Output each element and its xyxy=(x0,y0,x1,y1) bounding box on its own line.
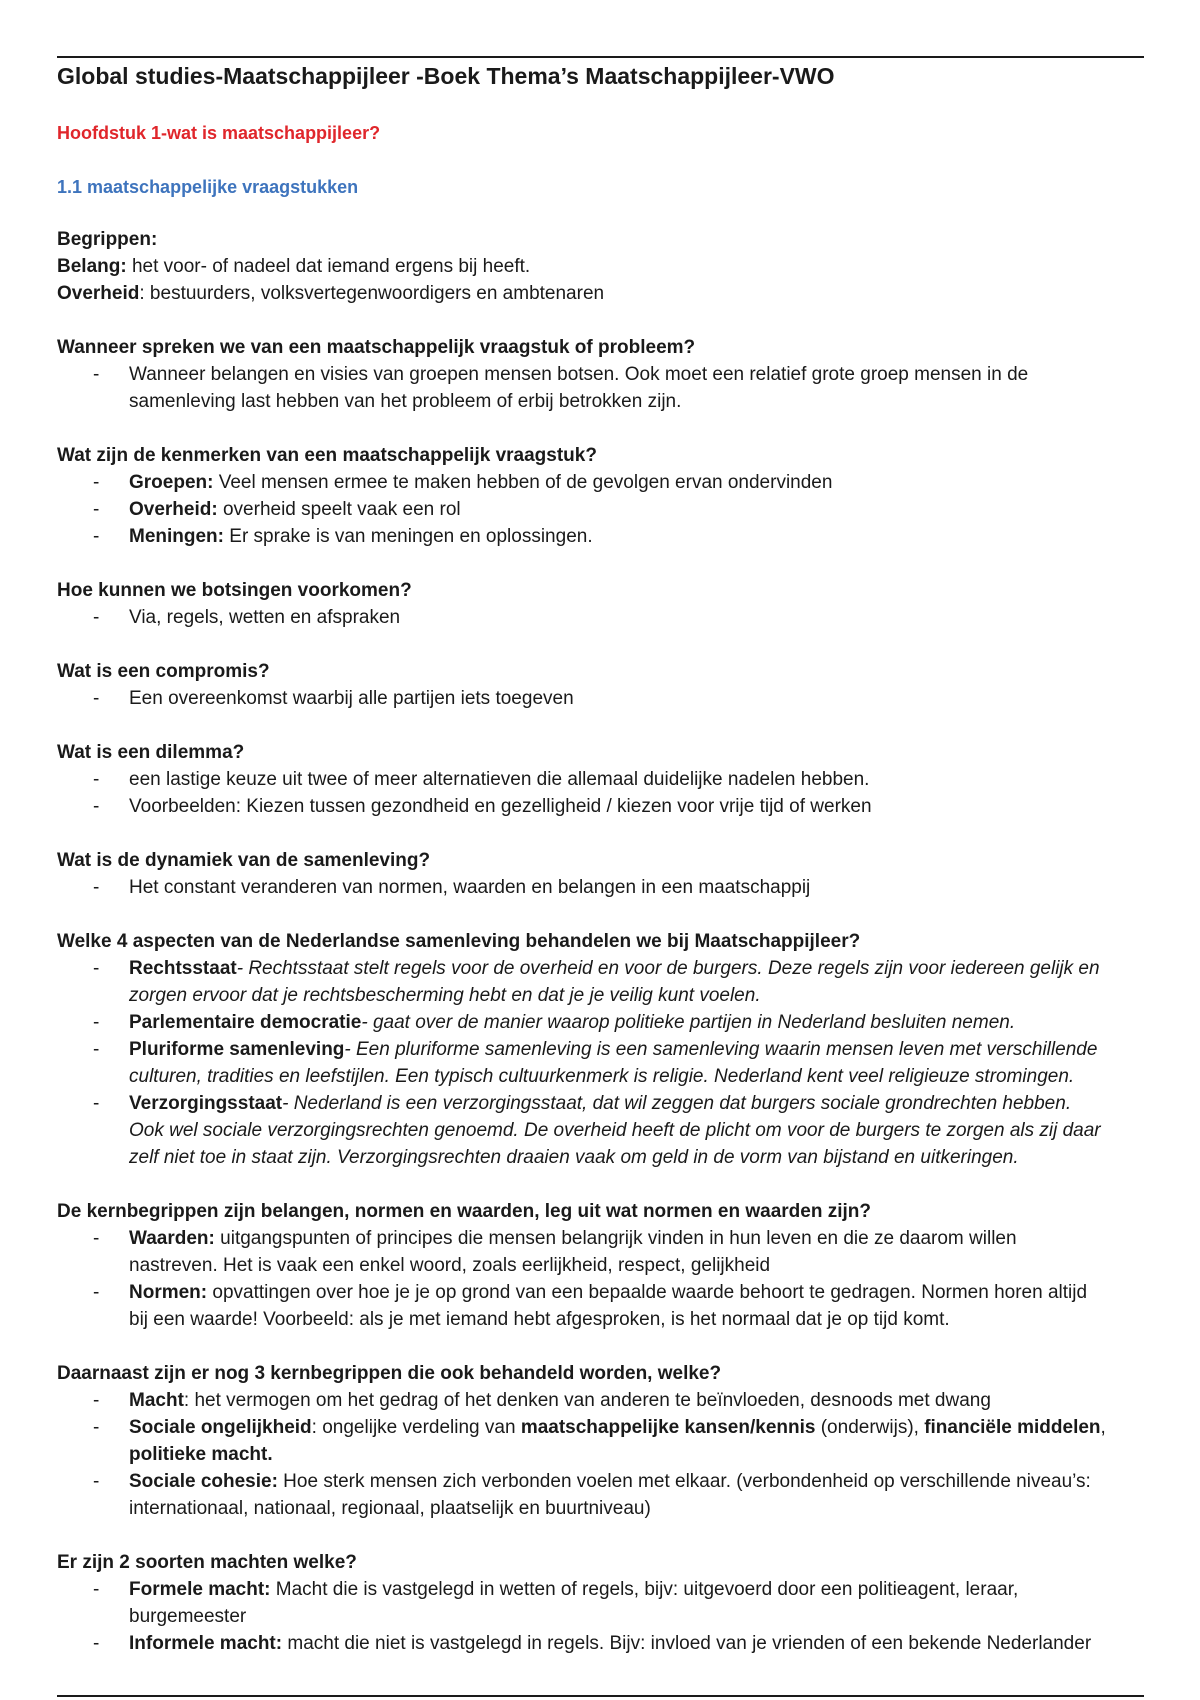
q2-item-meningen xyxy=(57,523,1157,550)
q10-text: macht die niet is vastgelegd in regels. Bijv: invloed van je vrienden of een bekende Nederlander xyxy=(282,1633,1092,1654)
q6-question: Wat is de dynamiek van de samenleving? xyxy=(57,850,431,871)
concept-belang xyxy=(57,253,1157,280)
q1-answer-line2: samenleving last hebben van het probleem of erbij betrokken zijn. xyxy=(129,391,682,412)
q2-answers xyxy=(57,469,1157,550)
bullet-dash: - xyxy=(93,796,100,817)
q1-question: Wanneer spreken we van een maatschappelijk vraagstuk of probleem? xyxy=(57,337,696,358)
q9-question: Daarnaast zijn er nog 3 kernbegrippen die ook behandeld worden, welke? xyxy=(57,1363,722,1384)
bullet-dash: - xyxy=(93,607,100,628)
q9-term: Sociale cohesie: xyxy=(129,1471,278,1492)
q4-answer-text: Een overeenkomst waarbij alle partijen iets toegeven xyxy=(129,688,574,709)
q7-text: - Rechtsstaat stelt regels voor de overheid en voor de burgers. Deze regels zijn voor iedereen gelijk en xyxy=(236,958,1100,979)
bullet-dash: - xyxy=(93,472,100,493)
q9-text: , xyxy=(1100,1417,1106,1438)
def-belang: het voor- of nadeel dat iemand ergens bij heeft. xyxy=(126,256,531,277)
q9-term: Sociale ongelijkheid xyxy=(129,1417,312,1438)
q9-bold: politieke macht. xyxy=(129,1444,273,1465)
q2-term: Overheid: xyxy=(129,499,218,520)
q8-answers xyxy=(57,1225,1157,1333)
q8-text: bij een waarde! Voorbeeld: als je met iemand hebt afgesproken, is het normaal dat je op tijd komt. xyxy=(129,1309,950,1330)
concepts-heading: Begrippen: xyxy=(57,229,158,250)
bullet-dash: - xyxy=(93,1228,100,1249)
q7-term: Parlementaire democratie xyxy=(129,1012,362,1033)
q2-term: Meningen: xyxy=(129,526,224,547)
q5-answer-2 xyxy=(57,793,1157,820)
q1-answers xyxy=(57,361,1157,415)
q3-question: Hoe kunnen we botsingen voorkomen? xyxy=(57,580,412,601)
q4-answer xyxy=(57,685,1157,712)
bullet-dash: - xyxy=(93,1093,100,1114)
concept-overheid xyxy=(57,280,1157,307)
q2-text: overheid speelt vaak een rol xyxy=(217,499,461,520)
bullet-dash: - xyxy=(93,1390,100,1411)
bullet-dash: - xyxy=(93,769,100,790)
q2-text: Er sprake is van meningen en oplossingen. xyxy=(224,526,593,547)
q8-text: uitgangspunten of principes die mensen belangrijk vinden in hun leven en die ze daarom willen xyxy=(214,1228,1017,1249)
q8-term: Normen: xyxy=(129,1282,208,1303)
q2-item-overheid xyxy=(57,496,1157,523)
q10-term: Informele macht: xyxy=(129,1633,283,1654)
q8-text: nastreven. Het is vaak een enkel woord, zoals eerlijkheid, respect, gelijkheid xyxy=(129,1255,771,1276)
q7-text: Ook wel sociale verzorgingsrechten genoemd. De overheid heeft de plicht om voor de burgers te zorgen als zij daar xyxy=(129,1120,1101,1141)
q7-item-rechtsstaat xyxy=(57,955,1157,1009)
q9-bold: financiële middelen xyxy=(924,1417,1101,1438)
top-rule xyxy=(57,56,1144,58)
q3-answer-text: Via, regels, wetten en afspraken xyxy=(129,607,401,628)
q9-text: (onderwijs), xyxy=(815,1417,925,1438)
q4-question: Wat is een compromis? xyxy=(57,661,270,682)
bottom-rule xyxy=(57,1695,1144,1697)
q7-text: culturen, tradities en leefstijlen. Een typisch cultuurkenmerk is religie. Nederland kent veel religieuze stromingen. xyxy=(129,1066,1075,1087)
q5-answer-1 xyxy=(57,766,1157,793)
q7-answers xyxy=(57,955,1157,1171)
q10-answers xyxy=(57,1576,1157,1657)
q4-block xyxy=(57,658,1157,712)
q5-answer-text: een lastige keuze uit twee of meer alternatieven die allemaal duidelijke nadelen hebben. xyxy=(129,769,870,790)
q10-text: burgemeester xyxy=(129,1606,247,1627)
q3-answer xyxy=(57,604,1157,631)
q9-item-cohesie xyxy=(57,1468,1157,1522)
bullet-dash: - xyxy=(93,1633,100,1654)
bullet-dash: - xyxy=(93,526,100,547)
q9-text: Hoe sterk mensen zich verbonden voelen met elkaar. (verbondenheid op verschillende niveau’s: xyxy=(277,1471,1091,1492)
q7-text: zelf niet toe in staat zijn. Verzorgingsrechten draaien vaak om geld in de vorm van bijstand en uitkeringen. xyxy=(129,1147,1019,1168)
q1-block xyxy=(57,334,1157,415)
q2-block xyxy=(57,442,1157,550)
q6-answers xyxy=(57,874,1157,901)
q8-term: Waarden: xyxy=(129,1228,215,1249)
q9-text: : ongelijke verdeling van xyxy=(311,1417,521,1438)
q5-question: Wat is een dilemma? xyxy=(57,742,245,763)
bullet-dash: - xyxy=(93,958,100,979)
q9-text: : het vermogen om het gedrag of het denken van anderen te beïnvloeden, desnoods met dwang xyxy=(183,1390,991,1411)
q2-text: Veel mensen ermee te maken hebben of de gevolgen ervan ondervinden xyxy=(213,472,833,493)
bullet-dash: - xyxy=(93,1471,100,1492)
section-heading: 1.1 maatschappelijke vraagstukken xyxy=(57,177,359,197)
q3-block xyxy=(57,577,1157,631)
bullet-dash: - xyxy=(93,364,100,385)
q10-term: Formele macht: xyxy=(129,1579,271,1600)
q7-text: - Een pluriforme samenleving is een samenleving waarin mensen leven met verschillende xyxy=(344,1039,1098,1060)
q9-bold: maatschappelijke kansen/kennis xyxy=(520,1417,816,1438)
bullet-dash: - xyxy=(93,1417,100,1438)
q1-answer-line1: Wanneer belangen en visies van groepen mensen botsen. Ook moet een relatief grote groep mensen in de xyxy=(129,364,1029,385)
q7-term: Rechtsstaat xyxy=(129,958,237,979)
q4-answers xyxy=(57,685,1157,712)
q7-item-verzorgingsstaat xyxy=(57,1090,1157,1171)
q5-answers xyxy=(57,766,1157,820)
q10-text: Macht die is vastgelegd in wetten of regels, bijv: uitgevoerd door een politieagent, leraar, xyxy=(270,1579,1019,1600)
q9-block xyxy=(57,1360,1157,1522)
concepts-block xyxy=(57,226,1157,307)
q7-text: zorgen ervoor dat je rechtsbescherming hebt en dat je je veilig kunt voelen. xyxy=(129,985,761,1006)
q3-answers xyxy=(57,604,1157,631)
q8-text: opvattingen over hoe je je op grond van een bepaalde waarde behoort te gedragen. Normen horen altijd xyxy=(207,1282,1088,1303)
q9-answers xyxy=(57,1387,1157,1522)
bullet-dash: - xyxy=(93,1579,100,1600)
q7-question: Welke 4 aspecten van de Nederlandse samenleving behandelen we bij Maatschappijleer? xyxy=(57,931,861,952)
q6-block xyxy=(57,847,1157,901)
q8-item-waarden xyxy=(57,1225,1157,1279)
q10-question: Er zijn 2 soorten machten welke? xyxy=(57,1552,357,1573)
term-belang: Belang: xyxy=(57,256,127,277)
q9-text: internationaal, nationaal, regionaal, plaatselijk en buurtniveau) xyxy=(129,1498,651,1519)
q10-block xyxy=(57,1549,1157,1657)
q1-answer xyxy=(57,361,1157,415)
q9-item-ongelijkheid xyxy=(57,1414,1157,1468)
bullet-dash: - xyxy=(93,1012,100,1033)
q9-term: Macht xyxy=(129,1390,184,1411)
q9-item-macht xyxy=(57,1387,1157,1414)
q10-item-formeel xyxy=(57,1576,1157,1630)
chapter-heading: Hoofdstuk 1-wat is maatschappijleer? xyxy=(57,123,381,143)
q2-question: Wat zijn de kenmerken van een maatschappelijk vraagstuk? xyxy=(57,445,597,466)
document-title: Global studies-Maatschappijleer -Boek Thema’s Maatschappijleer-VWO xyxy=(57,63,835,89)
q5-block xyxy=(57,739,1157,820)
q7-term: Pluriforme samenleving xyxy=(129,1039,345,1060)
q2-term: Groepen: xyxy=(129,472,214,493)
term-overheid: Overheid xyxy=(57,283,140,304)
document-content xyxy=(57,226,1157,1684)
bullet-dash: - xyxy=(93,1039,100,1060)
q10-item-informeel xyxy=(57,1630,1157,1657)
q8-block xyxy=(57,1198,1157,1333)
q7-item-pluriform xyxy=(57,1036,1157,1090)
q8-item-normen xyxy=(57,1279,1157,1333)
q5-answer-text: Voorbeelden: Kiezen tussen gezondheid en gezelligheid / kiezen voor vrije tijd of werken xyxy=(129,796,872,817)
q8-question: De kernbegrippen zijn belangen, normen en waarden, leg uit wat normen en waarden zijn? xyxy=(57,1201,871,1222)
q7-text: - Nederland is een verzorgingsstaat, dat wil zeggen dat burgers sociale grondrechten hebben. xyxy=(282,1093,1072,1114)
bullet-dash: - xyxy=(93,499,100,520)
q7-block xyxy=(57,928,1157,1171)
bullet-dash: - xyxy=(93,1282,100,1303)
q6-answer xyxy=(57,874,1157,901)
def-overheid: : bestuurders, volksvertegenwoordigers en ambtenaren xyxy=(139,283,605,304)
q2-item-groepen xyxy=(57,469,1157,496)
bullet-dash: - xyxy=(93,877,100,898)
q7-text: - gaat over de manier waarop politieke partijen in Nederland besluiten nemen. xyxy=(361,1012,1016,1033)
bullet-dash: - xyxy=(93,688,100,709)
q6-answer-text: Het constant veranderen van normen, waarden en belangen in een maatschappij xyxy=(129,877,811,898)
q7-item-democratie xyxy=(57,1009,1157,1036)
q7-term: Verzorgingsstaat xyxy=(129,1093,283,1114)
